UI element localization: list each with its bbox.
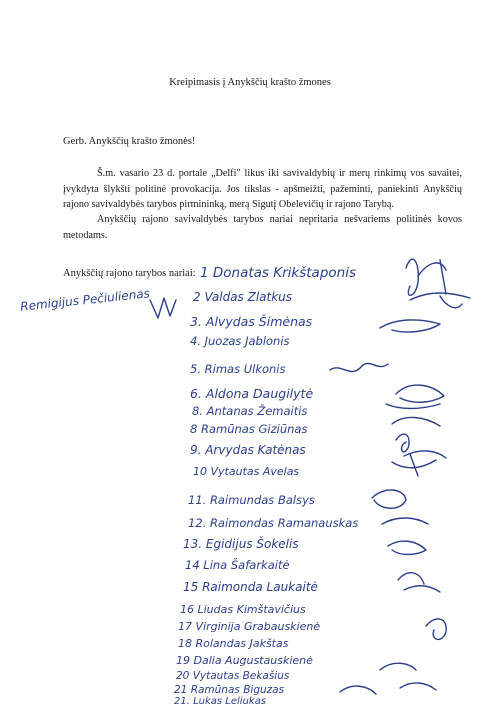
signature [330, 363, 388, 371]
signature [340, 686, 376, 694]
signature [388, 541, 426, 554]
handwritten-member: 20 Vytautas Bekašius [176, 670, 290, 682]
handwritten-member: 11. Raimundas Balsys [188, 493, 315, 507]
handwritten-member: 16 Liudas Kimštavičius [180, 603, 306, 616]
handwritten-member: 18 Rolandas Jakštas [178, 637, 289, 650]
handwritten-member: 10 Vytautas Avelas [193, 465, 300, 478]
members-label: Anykščių rajono tarybos nariai: [63, 268, 196, 279]
greeting: Gerb. Anykščių krašto žmonės! [63, 136, 196, 147]
handwritten-member: 6. Aldona Daugilytė [190, 386, 314, 401]
handwritten-margin-name: Remigijus Pečiulienas [19, 286, 151, 314]
signature [386, 385, 444, 408]
handwritten-member: 5. Rimas Ulkonis [190, 362, 286, 376]
signature [392, 454, 436, 476]
signature [392, 417, 440, 426]
handwritten-member: 1 Donatas Krikštaponis [200, 265, 356, 281]
signature [396, 434, 446, 458]
signature [372, 490, 406, 508]
paragraph-2: Anykščių rajono savivaldybės tarybos nariai nepritaria nešvariems politinės kovos metodams. [63, 214, 462, 241]
signature [382, 518, 428, 524]
signature [398, 573, 440, 592]
handwritten-member: 13. Egidijus Šokelis [183, 537, 299, 551]
handwritten-member: 12. Raimondas Ramanauskas [188, 516, 359, 530]
handwritten-member: 2 Valdas Zlatkus [193, 290, 293, 304]
handwritten-member: 21. Lukas Leliukas [174, 696, 267, 707]
handwritten-member: 3. Alvydas Šimėnas [190, 314, 313, 329]
signature [380, 663, 416, 670]
handwritten-member: 17 Virginija Grabauskienė [178, 620, 321, 633]
document-title: Kreipimasis į Anykščių krašto žmones [169, 77, 331, 88]
signature [380, 320, 440, 332]
signature [426, 619, 446, 640]
handwritten-member: 4. Juozas Jablonis [190, 334, 290, 348]
handwritten-member: 21 Ramūnas Biguzas [174, 684, 285, 696]
handwritten-member: 8 Ramūnas Giziūnas [190, 422, 308, 436]
handwritten-member: 15 Raimonda Laukaitė [183, 580, 318, 594]
handwritten-member: 8. Antanas Žemaitis [192, 404, 308, 418]
signature [150, 298, 176, 318]
handwritten-member: 14 Lina Šafarkaitė [185, 558, 290, 572]
signature [406, 259, 446, 295]
handwritten-member: 9. Arvydas Katėnas [190, 443, 306, 457]
paragraph-1: Š.m. vasario 23 d. portale „Delfi" likus iki savivaldybių ir merų rinkimų vos savaitei, įvykdyta šlykšti politinė provokacija. Jos tikslas - apšmeižti, pažeminti, paniekinti Anykščių rajono savivaldybės tarybos pirmininką, merą Sigutį Obelevičių ir rajono Tarybą. [63, 168, 462, 210]
signature [400, 683, 436, 690]
handwritten-member: 19 Dalia Augustauskienė [176, 654, 313, 667]
signature [410, 293, 470, 308]
